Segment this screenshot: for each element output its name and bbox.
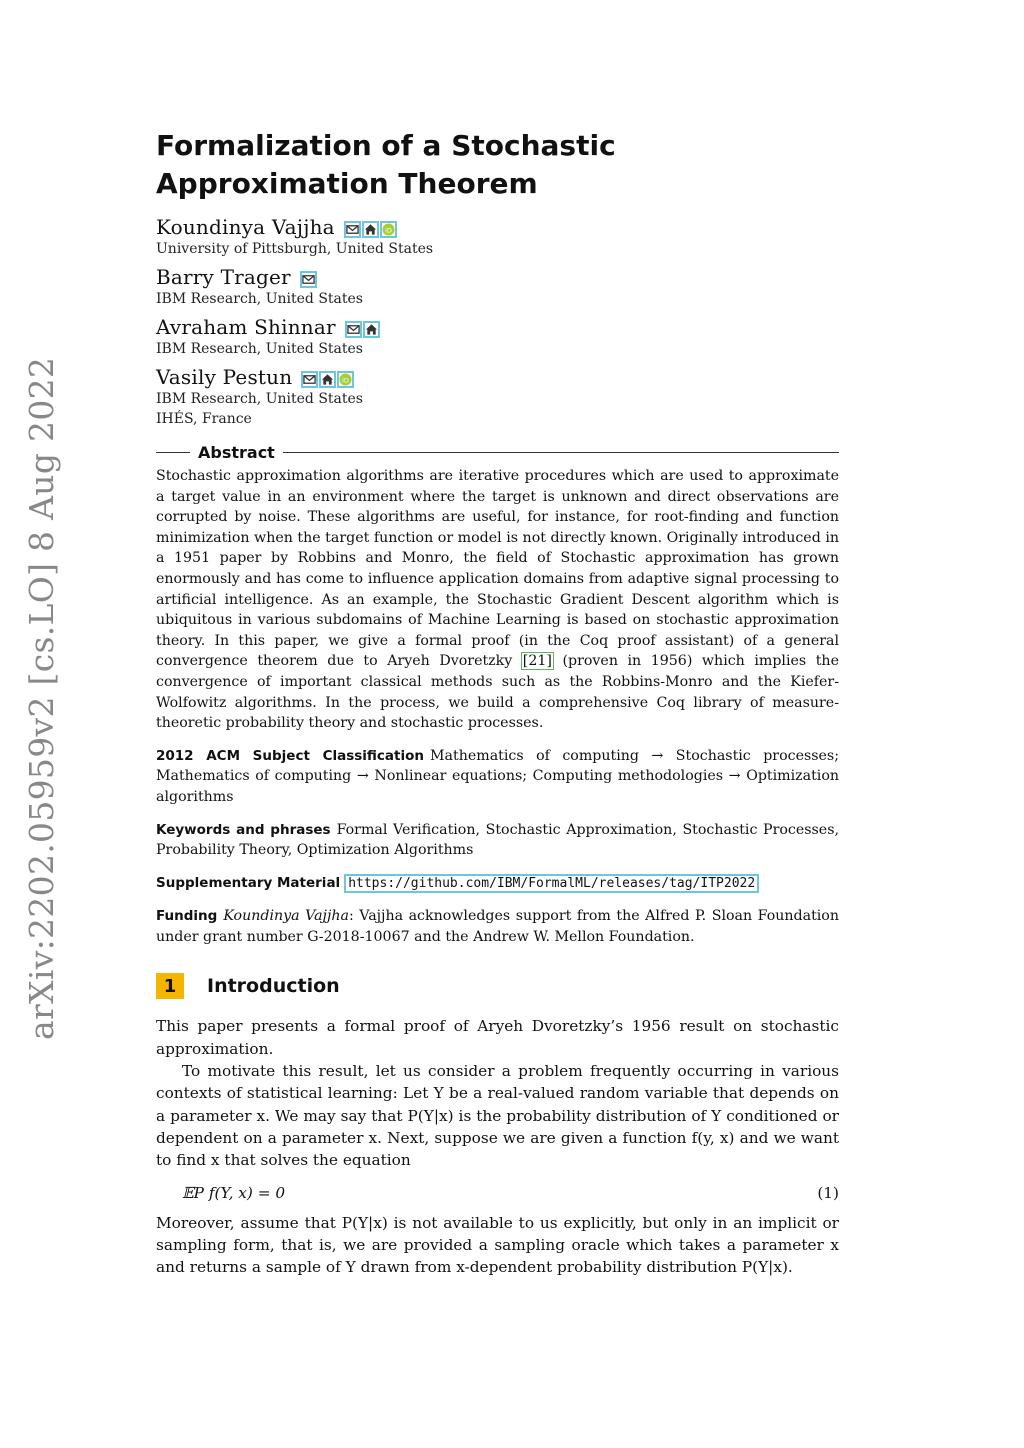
- citation-link[interactable]: [21]: [522, 653, 552, 670]
- author-block: [156, 265, 839, 309]
- author-name: Barry Trager: [156, 265, 291, 289]
- orcid-icon[interactable]: [337, 371, 354, 388]
- intro-paragraph: Moreover, assume that P(Y|x) is not available to us explicitly, but only in an implicit or sampling form, that is, we are provided a sampling oracle which takes a parameter x and returns a sample of Y drawn from x-dependent probability distribution P(Y|x).: [156, 1213, 839, 1277]
- equation-body: 𝔼P f(Y, x) = 0: [182, 1183, 286, 1202]
- email-icon[interactable]: [301, 371, 318, 388]
- abstract-heading: Abstract: [198, 443, 275, 462]
- section-heading: [156, 973, 839, 999]
- supplementary-url-link[interactable]: https://github.com/IBM/FormalML/releases/tag/ITP2022: [348, 875, 756, 891]
- author-block: [156, 315, 839, 359]
- supplementary-material: Supplementary Material https://github.com/IBM/FormalML/releases/tag/ITP2022: [156, 874, 756, 891]
- home-icon[interactable]: [362, 221, 379, 238]
- author-block: [156, 215, 839, 259]
- arxiv-side-stamp: arXiv:2202.05959v2 [cs.LO] 8 Aug 2022: [22, 356, 61, 1040]
- abstract-heading-rule: [156, 443, 839, 462]
- author-block: [156, 365, 839, 429]
- keywords: Keywords and phrases Formal Verification, Stochastic Approximation, Stochastic Processes, Probability Theory, Optimization Algorithms: [156, 821, 839, 859]
- author-affiliation: IBM Research, United States: [156, 291, 363, 307]
- equation-number: (1): [817, 1183, 839, 1202]
- abstract-text: Stochastic approximation algorithms are iterative procedures which are used to approximate a target value in an environment where the target is unknown and direct observations are corrupted by noise. These algorithms are useful, for instance, for root-finding and function minimization when the target function or model is not directly known. Originally introduced in a 1951 paper by Robbins and Monro, the field of Stochastic approximation has grown enormously and has come to influence application domains from adaptive signal processing to artificial intelligence. As an example, the Stochastic Gradient Descent algorithm which is ubiquitous in various subdomains of Machine Learning is based on stochastic approximation theory. In this paper, we give a formal proof (in the Coq proof assistant) of a general convergence theorem due to Aryeh Dvoretzky [21] (proven in 1956) which implies the convergence of important classical methods such as the Robbins-Monro and the Kiefer-Wolfowitz algorithms. In the process, we build a comprehensive Coq library of measure-theoretic probability theory and stochastic processes.: [156, 468, 839, 732]
- paper-page: [156, 118, 839, 1278]
- section-title: Introduction: [207, 975, 340, 998]
- author-name: Vasily Pestun: [156, 365, 293, 389]
- orcid-icon[interactable]: [380, 221, 397, 238]
- home-icon[interactable]: [319, 371, 336, 388]
- author-name: Koundinya Vajjha: [156, 215, 335, 239]
- author-affiliation: IHÉS, France: [156, 411, 252, 427]
- author-affiliation: IBM Research, United States: [156, 341, 363, 357]
- intro-paragraph: To motivate this result, let us consider a problem frequently occurring in various contexts of statistical learning: Let Y be a real-valued random variable that depends on a parameter x. We may say that P(Y|x) is the probability distribution of Y conditioned or dependent on a parameter x. Next, suppose we are given a function f(y, x) and we want to find x that solves the equation: [156, 1062, 839, 1170]
- author-name: Avraham Shinnar: [156, 315, 336, 339]
- divider: [156, 452, 190, 453]
- intro-paragraph: This paper presents a formal proof of Aryeh Dvoretzky’s 1956 result on stochastic approximation.: [156, 1017, 839, 1058]
- divider: [283, 452, 839, 453]
- author-affiliation: IBM Research, United States: [156, 391, 363, 407]
- equation: [182, 1184, 839, 1202]
- acm-classification: 2012 ACM Subject Classification Mathematics of computing → Stochastic processes; Mathematics of computing → Nonlinear equations; Computing methodologies → Optimization algorithms: [156, 747, 839, 805]
- section-number: 1: [156, 973, 184, 999]
- paper-title: Formalization of a Stochastic Approximation Theorem: [156, 129, 616, 200]
- home-icon[interactable]: [363, 321, 380, 338]
- email-icon[interactable]: [345, 321, 362, 338]
- email-icon[interactable]: [344, 221, 361, 238]
- author-affiliation: University of Pittsburgh, United States: [156, 241, 434, 257]
- funding: Funding Koundinya Vajjha: Vajjha acknowledges support from the Alfred P. Sloan Foundation under grant number G-2018-10067 and the Andrew W. Mellon Foundation.: [156, 908, 839, 945]
- svg-text:iD: iD: [342, 376, 350, 385]
- email-icon[interactable]: [300, 271, 317, 288]
- svg-text:iD: iD: [385, 226, 392, 235]
